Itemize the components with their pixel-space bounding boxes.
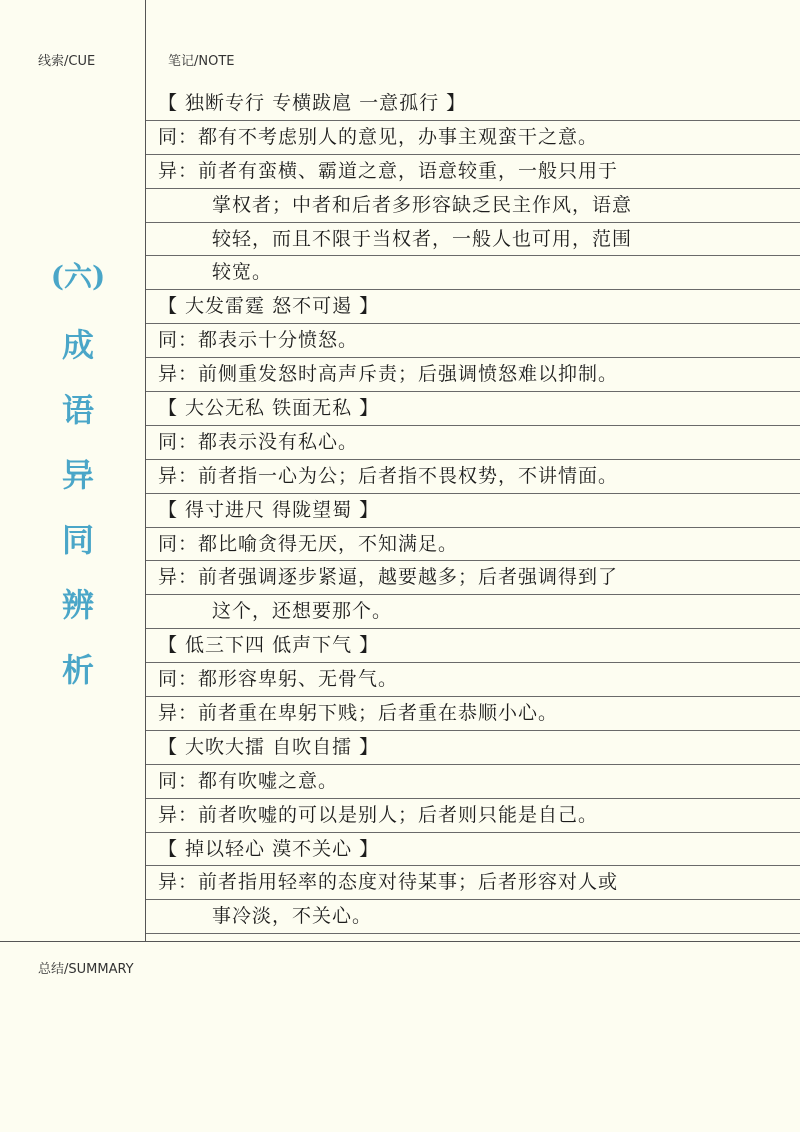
note-line: 同：都表示十分愤怒。 [146, 324, 800, 358]
note-line: 异：前者有蛮横、霸道之意，语意较重，一般只用于 [146, 155, 800, 189]
note-line: 掌权者；中者和后者多形容缺乏民主作风，语意 [146, 189, 800, 223]
note-line: 较轻，而且不限于当权者，一般人也可用，范围 [146, 223, 800, 257]
cue-title-number: (六) [50, 260, 106, 293]
note-line: 同：都有不考虑别人的意见，办事主观蛮干之意。 [146, 121, 800, 155]
cue-title-char: 语 [61, 391, 94, 429]
note-line: 事冷淡，不关心。 [146, 900, 800, 934]
note-line: 这个，还想要那个。 [146, 595, 800, 629]
note-line: 同：都表示没有私心。 [146, 426, 800, 460]
note-line: 较宽。 [146, 256, 800, 290]
note-line: 【 低三下四 低声下气 】 [146, 629, 800, 663]
note-line: 同：都有吹嘘之意。 [146, 765, 800, 799]
note-line: 异：前侧重发怒时高声斥责；后强调愤怒难以抑制。 [146, 358, 800, 392]
summary-label: 总结/SUMMARY [38, 962, 134, 977]
summary-divider [0, 941, 800, 942]
note-line: 【 独断专行 专横跋扈 一意孤行 】 [146, 87, 800, 121]
cue-title-char: 成 [61, 326, 94, 364]
notes-area [146, 87, 800, 934]
note-line: 异：前者重在卑躬下贱；后者重在恭顺小心。 [146, 697, 800, 731]
note-line: 异：前者指一心为公；后者指不畏权势，不讲情面。 [146, 460, 800, 494]
note-line: 异：前者强调逐步紧逼，越要越多；后者强调得到了 [146, 561, 800, 595]
note-line: 【 大公无私 铁面无私 】 [146, 392, 800, 426]
note-line: 异：前者指用轻率的态度对待某事；后者形容对人或 [146, 866, 800, 900]
note-line: 同：都形容卑躬、无骨气。 [146, 663, 800, 697]
note-line: 【 大吹大擂 自吹自擂 】 [146, 731, 800, 765]
cue-title-char: 异 [61, 456, 94, 494]
note-line: 【 大发雷霆 怒不可遏 】 [146, 290, 800, 324]
note-label: 笔记/NOTE [168, 54, 235, 69]
cue-title-char: 同 [61, 521, 94, 559]
note-line: 【 得寸进尺 得陇望蜀 】 [146, 494, 800, 528]
note-line: 异：前者吹嘘的可以是别人；后者则只能是自己。 [146, 799, 800, 833]
note-line: 【 掉以轻心 漠不关心 】 [146, 833, 800, 867]
cue-title-char: 辨 [61, 586, 94, 624]
cue-label: 线索/CUE [38, 54, 96, 69]
cue-title [38, 255, 118, 703]
cue-title-char: 析 [61, 651, 94, 689]
note-line: 同：都比喻贪得无厌，不知满足。 [146, 528, 800, 562]
